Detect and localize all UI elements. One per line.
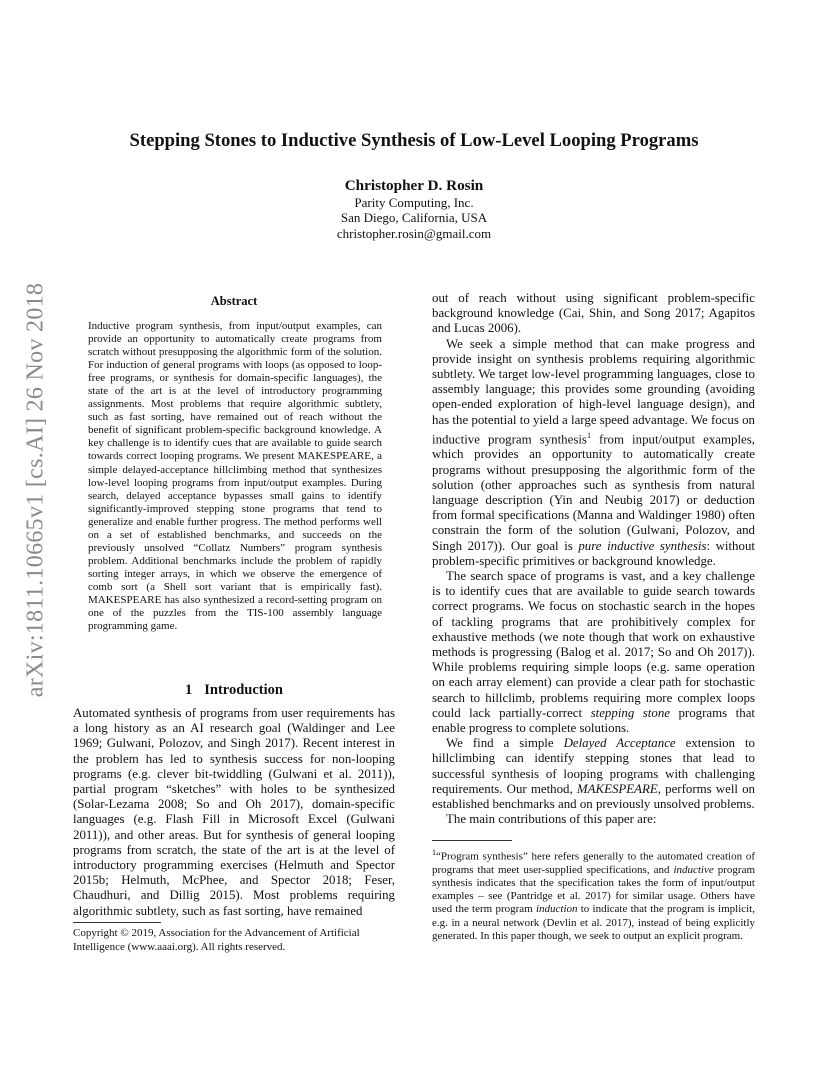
- arxiv-sidebar: [14, 282, 58, 698]
- paper-title: Stepping Stones to Inductive Synthesis of Low-Level Looping Programs: [129, 130, 699, 151]
- paragraph-delayed-acceptance: We find a simple Delayed Acceptance extension to hillclimbing can identify stepping stones that lead to successful synthesis of looping programs with challenging requirements. Our method, MAKESPEARE, performs well on established benchmarks and on previously unsolved problems.: [432, 736, 756, 811]
- arxiv-identifier: arXiv:1811.10665v1 [cs.AI] 26 Nov 2018: [22, 282, 49, 698]
- right-column-text: [432, 291, 755, 827]
- author-affiliation: Parity Computing, Inc.: [354, 195, 474, 211]
- author-location: San Diego, California, USA: [340, 210, 488, 226]
- copyright-rule: [73, 922, 161, 923]
- footnote-mark: 1: [432, 848, 436, 857]
- footnote-reference: 1: [586, 430, 591, 440]
- paragraph-contributions: The main contributions of this paper are:: [446, 812, 657, 827]
- author-block: [0, 178, 828, 241]
- footnote-rule: [432, 840, 512, 841]
- paragraph-method: We seek a simple method that can make progress and provide insight on synthesis problems requiring algorithmic subtlety. We target low-level programming languages, close to assembly language; this provides some grounding (avoiding open-ended exploration of high-level language design), and has the potential to yield a large speed advantage. We focus on inductive program synthesis$^1$ from input/output examples, which provides an opportunity to automatically create programs without presupposing the algorithmic form of the solution (other approaches such as synthesis from natural language description (Yin and Neubig 2017) or deduction from formal specifications (Manna and Waldinger 1980) often constrain the form of the solution (Gulwani, Polozov, and Singh 2017)). Our goal is pure inductive synthesis: without problem-specific primitives or background knowledge.: [432, 336, 755, 568]
- paragraph-search-space: The search space of programs is vast, and a key challenge is to identify cues that are available to guide search towards correct programs. We focus on stochastic search in the hopes of tackling programs that are prohibitively complex for exhaustive methods (we note though that work on exhaustive methods is progressing (Balog et al. 2017; So and Oh 2017)). While problems requiring simple loops (e.g. same operation on each array element) can provide a clear path for stochastic search to hillclimb, problems requiring more complex loops could lack partially-correct stepping stone programs that enable progress to complete solutions.: [432, 568, 755, 735]
- copyright-notice: Copyright © 2019, Association for the Advancement of Artificial Intelligence (www.aaai.org). All rights reserved.: [73, 927, 360, 953]
- introduction-paragraph: [73, 706, 395, 919]
- author-name: Christopher D. Rosin: [344, 177, 484, 194]
- section-heading-introduction: [73, 682, 395, 699]
- author-email: christopher.rosin@gmail.com: [336, 225, 492, 241]
- section-number: 1: [185, 682, 193, 698]
- abstract-heading: Abstract: [210, 294, 258, 308]
- paragraph-continuation: out of reach without using significant problem-specific background knowledge (Cai, Shin, and Song 2017; Agapitos and Lucas 2006).: [432, 291, 755, 336]
- abstract-text: Inductive program synthesis, from input/output examples, can provide an opportunity to automatically create programs from scratch without presupposing the algorithmic form of the solution. For induction of general programs with loops (as opposed to loop-free programs, or synthesis for domain-specific languages), the state of the art is at the level of introductory programming assignments. Most problems that require algorithmic subtlety, such as fast sorting, have remained out of reach without the benefit of significant problem-specific background knowledge. A key challenge is to identify cues that are available to guide search towards correct looping programs. We present MAKESPEARE, a simple delayed-acceptance hillclimbing method that synthesizes low-level looping programs from input/output examples. During search, delayed acceptance bypasses small gains to identify significantly-improved stepping stone programs that tend to generalize and enable further progress. The method performs well on a set of established benchmarks, and succeeds on the previously unsolved “Collatz Numbers” program synthesis problem. Additional benchmarks include the problem of rapidly sorting integer arrays, in which we observe the emergence of comb sort (a Shell sort variant that is empirically fast). MAKESPEARE has also synthesized a record-setting program on one of the puzzles from the TIS-100 assembly language programming game.: [88, 320, 382, 633]
- footnote: $^1$“Program synthesis” here refers generally to the automated creation of programs that meet user-supplied specifications, and inductive program synthesis indicates that the specification takes the form of input/output examples – see (Pantridge et al. 2017) for similar usage. Others have used the term program induction to indicate that the program is implicit, e.g. in a neural network (Devlin et al. 2017), instead of being explicitly generated. In this paper though, we seek to output an explicit program.: [432, 848, 756, 942]
- section-title: Introduction: [204, 682, 283, 698]
- intro-text: Automated synthesis of programs from user requirements has a long history as an AI research goal (Waldinger and Lee 1969; Gulwani, Polozov, and Singh 2017). Recent interest in the problem has led to synthesis success for non-looping programs (e.g. clever bit-twiddling (Gulwani et al. 2011)), partial program “sketches” with holes to be synthesized (Solar-Lezama 2008; So and Oh 2017), domain-specific languages (e.g. Flash Fill in Microsoft Excel (Gulwani 2011)), and other areas. But for synthesis of general looping programs from scratch, the state of the art is at the level of introductory programming exercises (Helmuth and Spector 2015b; Helmuth, McPhee, and Spector 2018; Feser, Chaudhuri, and Dillig 2015). Most problems requiring algorithmic subtlety, such as fast sorting, have remained: [73, 706, 395, 918]
